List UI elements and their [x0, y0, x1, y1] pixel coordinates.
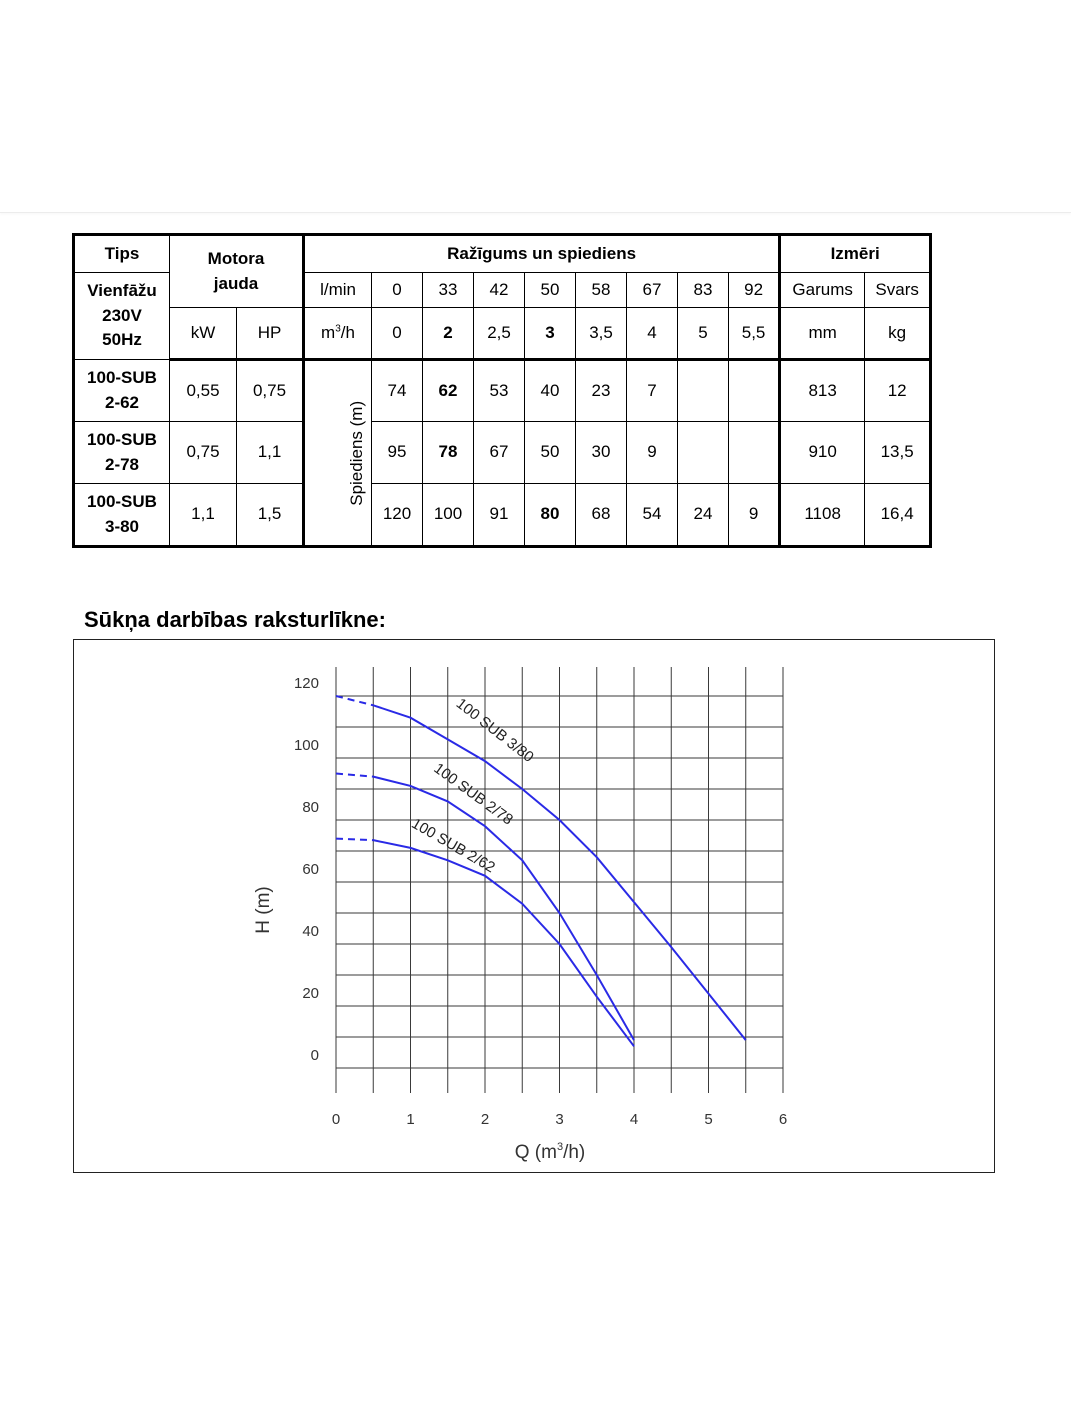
flow-lmin-cell: 42 — [474, 273, 525, 308]
col-header-tips: Tips — [74, 235, 170, 273]
y-tick-label: 0 — [310, 1047, 319, 1064]
series-dashed-line — [336, 696, 373, 705]
hp-cell: 0,75 — [237, 360, 304, 422]
head-cell: 40 — [525, 360, 576, 422]
x-tick-label: 2 — [480, 1111, 490, 1128]
head-cell: 7 — [627, 360, 678, 422]
unit-m3h: $m^3/h$ — [304, 308, 372, 360]
head-cell — [678, 360, 729, 422]
col-header-motor: Motora jauda — [170, 235, 304, 308]
y-tick-label: 40 — [302, 923, 319, 940]
y-tick-label: 100 — [293, 737, 319, 754]
x-tick-label: 4 — [629, 1111, 639, 1128]
length-cell: 1108 — [780, 484, 865, 547]
head-cell: 53 — [474, 360, 525, 422]
head-cell: 68 — [576, 484, 627, 547]
head-cell: 67 — [474, 422, 525, 484]
series-label: 100 SUB 2/62 — [408, 814, 498, 877]
x-tick-label: 5 — [704, 1111, 713, 1128]
kw-cell: 0,55 — [170, 360, 237, 422]
x-tick-label: 6 — [778, 1111, 788, 1128]
spec-table — [72, 233, 932, 548]
model-cell: 100-SUB 2-78 — [74, 422, 170, 484]
col-header-performance: Ražīgums un spiediens — [304, 235, 780, 273]
head-cell: 54 — [627, 484, 678, 547]
head-cell: 62 — [423, 360, 474, 422]
flow-lmin-cell: 92 — [729, 273, 780, 308]
pressure-label-cell — [304, 360, 372, 547]
model-cell: 100-SUB 3-80 — [74, 484, 170, 547]
head-cell: 74 — [372, 360, 423, 422]
x-axis-label: Q $(m^3/h)$ — [514, 1141, 586, 1163]
flow-lmin-cell: 50 — [525, 273, 576, 308]
x-tick-label: 1 — [406, 1111, 415, 1128]
flow-lmin-cell: 67 — [627, 273, 678, 308]
flow-lmin-cell: 0 — [372, 273, 423, 308]
x-tick-label: 0 — [331, 1111, 341, 1128]
model-cell: 100-SUB 2-62 — [74, 360, 170, 422]
weight-cell: 13,5 — [865, 422, 931, 484]
length-header: Garums — [780, 273, 865, 308]
kw-cell: 0,75 — [170, 422, 237, 484]
x-tick-label: 3 — [555, 1111, 564, 1128]
chart-frame — [73, 639, 995, 1173]
head-cell — [678, 422, 729, 484]
head-cell: 9 — [729, 484, 780, 547]
y-tick-label: 120 — [293, 675, 319, 692]
head-cell — [729, 422, 780, 484]
kg-unit: kg — [865, 308, 931, 360]
weight-cell: 16,4 — [865, 484, 931, 547]
y-tick-label: 20 — [302, 985, 319, 1002]
flow-lmin-cell: 33 — [423, 273, 474, 308]
series-label: 100 SUB 3/80 — [452, 695, 537, 766]
series-label: 100 SUB 2/78 — [430, 759, 517, 829]
head-cell: 9 — [627, 422, 678, 484]
y-tick-label: 60 — [302, 861, 319, 878]
top-band — [0, 0, 1071, 213]
flow-m3h-cell: 3 — [525, 308, 576, 360]
hp-cell: 1,5 — [237, 484, 304, 547]
head-cell — [729, 360, 780, 422]
head-cell: 24 — [678, 484, 729, 547]
head-cell: 23 — [576, 360, 627, 422]
y-tick-label: 80 — [302, 799, 319, 816]
phase-cell: Vienfāžu 230V 50Hz — [74, 273, 170, 360]
flow-lmin-cell: 58 — [576, 273, 627, 308]
head-cell: 100 — [423, 484, 474, 547]
hp-cell: 1,1 — [237, 422, 304, 484]
head-cell: 95 — [372, 422, 423, 484]
series-dashed-line — [336, 839, 373, 841]
flow-m3h-cell: 2 — [423, 308, 474, 360]
head-cell: 80 — [525, 484, 576, 547]
flow-m3h-cell: 4 — [627, 308, 678, 360]
pressure-label: Spiediens (m) — [347, 400, 367, 506]
unit-kw: kW — [170, 308, 237, 360]
weight-header: Svars — [865, 273, 931, 308]
head-cell: 30 — [576, 422, 627, 484]
unit-lmin: l/min — [304, 273, 372, 308]
head-cell: 91 — [474, 484, 525, 547]
unit-hp: HP — [237, 308, 304, 360]
col-header-dimensions: Izmēri — [780, 235, 931, 273]
mm-unit: mm — [780, 308, 865, 360]
flow-m3h-cell: 3,5 — [576, 308, 627, 360]
head-cell: 50 — [525, 422, 576, 484]
y-axis-label: H (m) — [253, 886, 274, 934]
pump-curve-chart — [74, 640, 996, 1174]
flow-m3h-cell: 2,5 — [474, 308, 525, 360]
flow-m3h-cell: 5 — [678, 308, 729, 360]
weight-cell: 12 — [865, 360, 931, 422]
head-cell: 78 — [423, 422, 474, 484]
series-dashed-line — [336, 774, 373, 777]
section-title: Sūkņa darbības raksturlīkne: — [84, 607, 386, 632]
series-line — [373, 840, 634, 1046]
flow-lmin-cell: 83 — [678, 273, 729, 308]
head-cell: 120 — [372, 484, 423, 547]
length-cell: 910 — [780, 422, 865, 484]
flow-m3h-cell: 5,5 — [729, 308, 780, 360]
length-cell: 813 — [780, 360, 865, 422]
kw-cell: 1,1 — [170, 484, 237, 547]
flow-m3h-cell: 0 — [372, 308, 423, 360]
